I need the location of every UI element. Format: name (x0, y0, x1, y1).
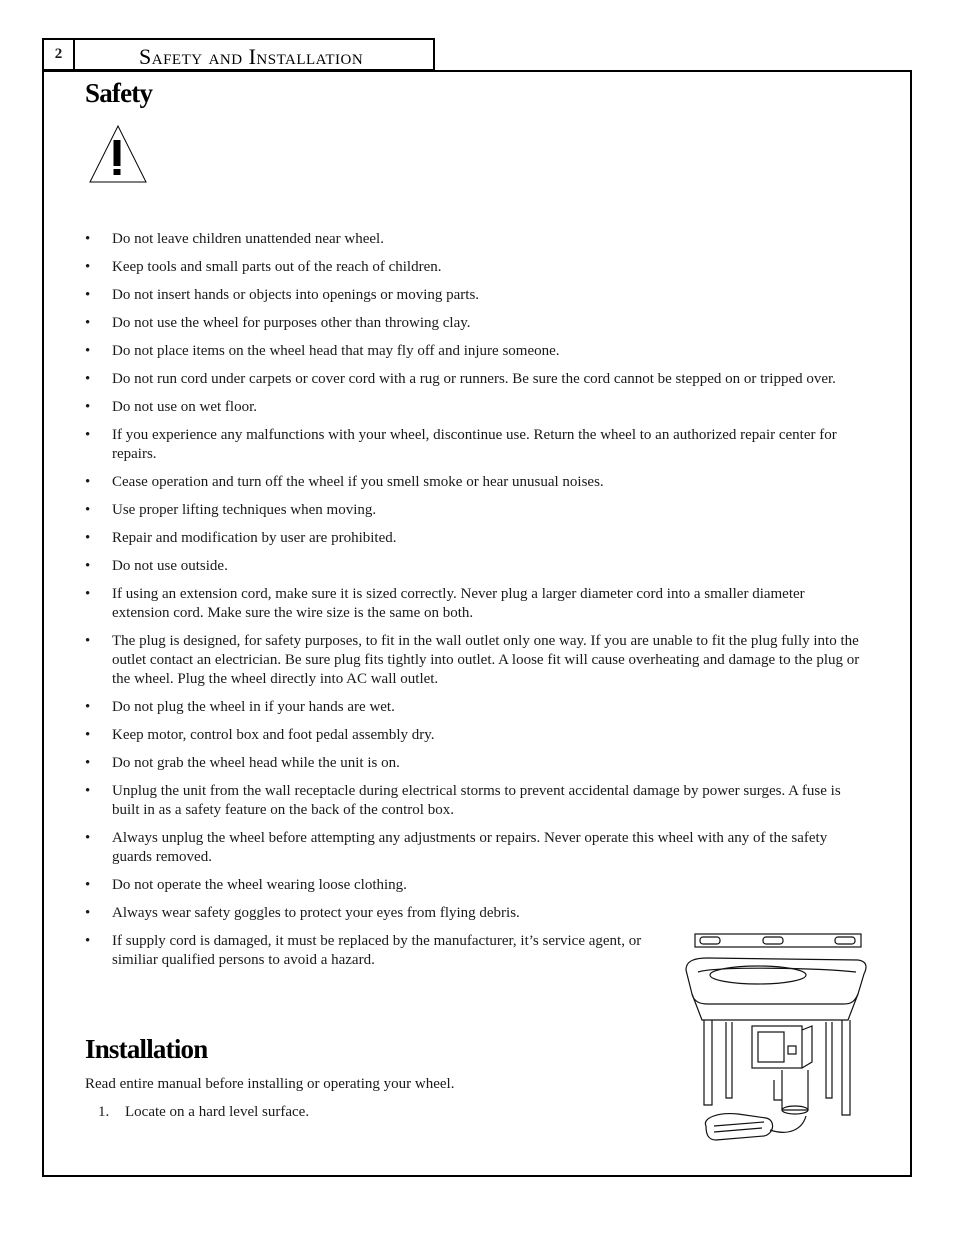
installation-step (98, 1103, 658, 1122)
safety-item: • Do not leave children unattended near wheel. (85, 230, 865, 249)
safety-item: • Cease operation and turn off the wheel if you smell smoke or hear unusual noises. (85, 473, 865, 492)
safety-item: • Use proper lifting techniques when moving. (85, 501, 865, 520)
safety-item: • The plug is designed, for safety purposes, to fit in the wall outlet only one way. If you are unable to fit the plug fully into the outlet contact an electrician. Be sure plug fits tightly into outlet. A loose fit will cause overheating and damage to the plug or the wheel. Plug the wheel directly into AC wall outlet. (85, 632, 865, 689)
safety-item: • Do not operate the wheel wearing loose clothing. (85, 876, 865, 895)
warning-triangle-icon (88, 124, 148, 184)
safety-item: • Do not grab the wheel head while the unit is on. (85, 754, 865, 773)
installation-steps (98, 1103, 658, 1122)
installation-intro: Read entire manual before installing or operating your wheel. (85, 1076, 455, 1092)
step-number: 1. (98, 1104, 110, 1120)
pottery-wheel-illustration (678, 930, 872, 1154)
safety-item: • If supply cord is damaged, it must be replaced by the manufacturer, it’s service agent, or similiar qualified persons to avoid a hazard. (85, 932, 865, 970)
safety-item: • Do not use on wet floor. (85, 398, 865, 417)
safety-item: • Keep motor, control box and foot pedal assembly dry. (85, 726, 865, 745)
safety-item: • If you experience any malfunctions with your wheel, discontinue use. Return the wheel to an authorized repair center for repairs. (85, 426, 865, 464)
safety-heading: Safety (85, 78, 153, 108)
page-number-box (42, 38, 75, 71)
safety-item: • Do not insert hands or objects into openings or moving parts. (85, 286, 865, 305)
safety-item: • Do not place items on the wheel head that may fly off and injure someone. (85, 342, 865, 361)
safety-item: • Always wear safety goggles to protect your eyes from flying debris. (85, 904, 865, 923)
safety-item: • Do not plug the wheel in if your hands are wet. (85, 698, 865, 717)
safety-item: • Unplug the unit from the wall receptacle during electrical storms to prevent accidental damage by power surges. A fuse is built in as a safety feature on the back of the control box. (85, 782, 865, 820)
section-header (73, 38, 435, 71)
safety-item: • If using an extension cord, make sure it is sized correctly. Never plug a larger diameter cord into a smaller diameter extension cord. Make sure the wire size is the same on both. (85, 585, 865, 623)
safety-item: • Do not use outside. (85, 557, 865, 576)
installation-heading: Installation (85, 1034, 208, 1064)
safety-item: • Keep tools and small parts out of the reach of children. (85, 258, 865, 277)
safety-item: • Do not use the wheel for purposes other than throwing clay. (85, 314, 865, 333)
safety-item: • Repair and modification by user are prohibited. (85, 529, 865, 548)
section-header-title: Safety and Installation (139, 44, 364, 69)
safety-list (85, 230, 865, 979)
safety-item: • Always unplug the wheel before attempting any adjustments or repairs. Never operate this wheel with any of the safety guards removed. (85, 829, 865, 867)
page-number: 2 (54, 46, 63, 62)
step-text: Locate on a hard level surface. (125, 1104, 310, 1120)
safety-item: • Do not run cord under carpets or cover cord with a rug or runners. Be sure the cord cannot be stepped on or tripped over. (85, 370, 865, 389)
